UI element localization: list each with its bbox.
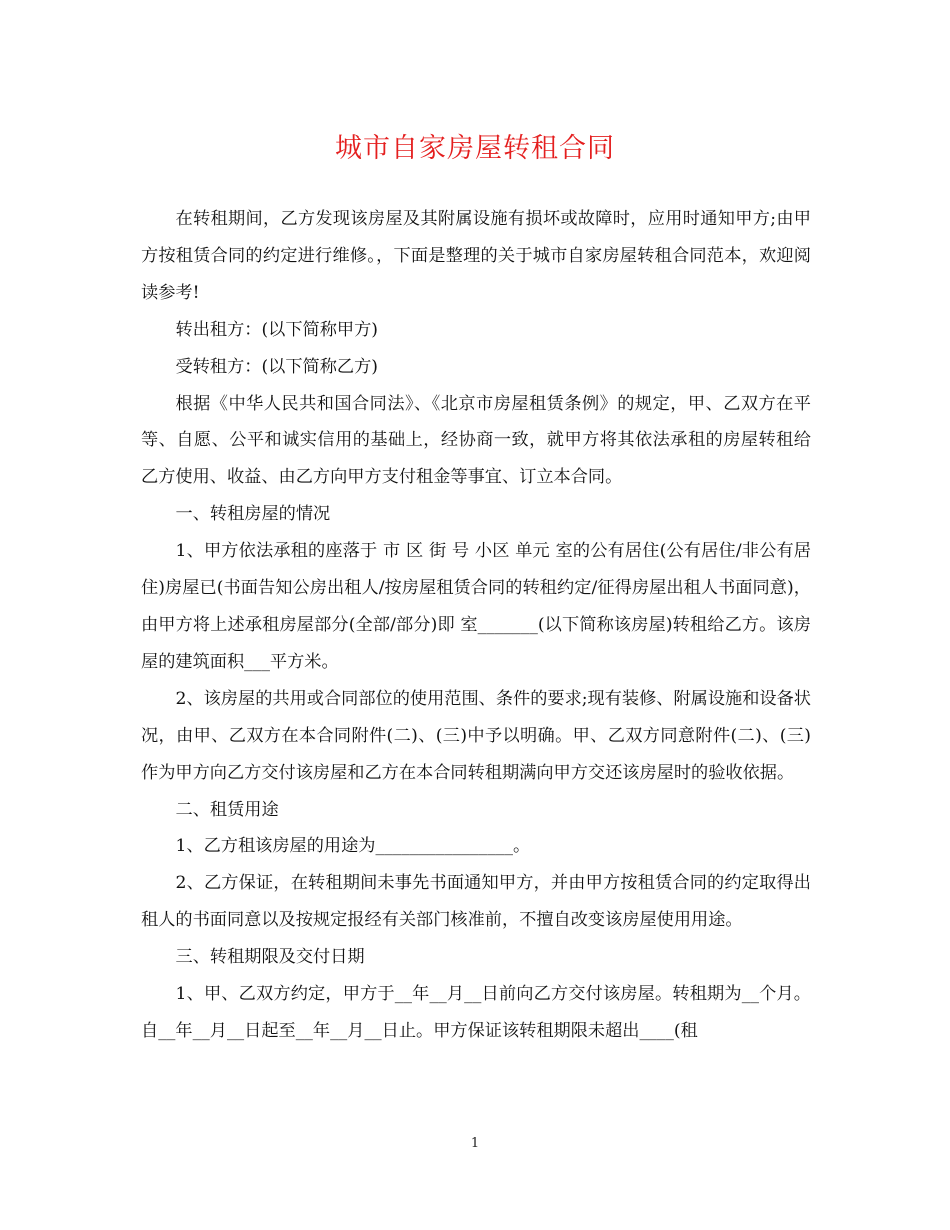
document-title: 城市自家房屋转租合同 [335,133,615,164]
section-heading-1: 一、转租房屋的情况 [175,504,331,525]
section-heading-2: 二、租赁用途 [175,799,279,820]
paragraph-legal-basis: 根据《中华人民共和国合同法》、《北京市房屋租赁条例》的规定，甲、乙双方在平等、自愿、公平和诚实信用的基础上，经协商一致，就甲方将其依法承租的房屋转租给乙方使用、收益、由乙方向甲方支付租金等事宜、订立本合同。 [141,393,811,488]
paragraph-party-b: 受转租方：(以下简称乙方) [175,356,378,377]
paragraph-party-a: 转出租方：(以下简称甲方) [175,319,378,340]
clause-1-2: 2、该房屋的共用或合同部位的使用范围、条件的要求;现有装修、附属设施和设备状况，由甲、乙双方在本合同附件(二)、(三)中予以明确。甲、乙双方同意附件(二)、(三)作为甲方向乙方交付该房屋和乙方在本合同转租期满向甲方交还该房屋时的验收依据。 [141,688,811,783]
page-number: 1 [470,1136,480,1151]
clause-2-1: 1、乙方租该房屋的用途为________________。 [175,836,531,857]
clause-2-2: 2、乙方保证，在转租期间未事先书面通知甲方，并由甲方按租赁合同的约定取得出租人的书面同意以及按规定报经有关部门核准前，不擅自改变该房屋使用用途。 [141,873,811,931]
clause-1-1: 1、甲方依法承租的座落于 市 区 街 号 小区 单元 室的公有居住(公有居住/非公有居住)房屋已(书面告知公房出租人/按房屋租赁合同的转租约定/征得房屋出租人书面同意)，由甲方将上述承租房屋部分(全部/部分)即 室_______(以下简称该房屋)转租给乙方。该房屋的建筑面积___平方米。 [141,541,811,672]
section-heading-3: 三、转租期限及交付日期 [175,947,365,968]
paragraph-intro: 在转租期间，乙方发现该房屋及其附属设施有损坏或故障时，应用时通知甲方;由甲方按租赁合同的约定进行维修。，下面是整理的关于城市自家房屋转租合同范本，欢迎阅读参考! [141,209,811,303]
document-body [141,201,811,1050]
clause-3-1: 1、甲、乙双方约定，甲方于__年__月__日前向乙方交付该房屋。转租期为__个月。自__年__月__日起至__年__月__日止。甲方保证该转租期限未超出____(租 [141,984,811,1041]
